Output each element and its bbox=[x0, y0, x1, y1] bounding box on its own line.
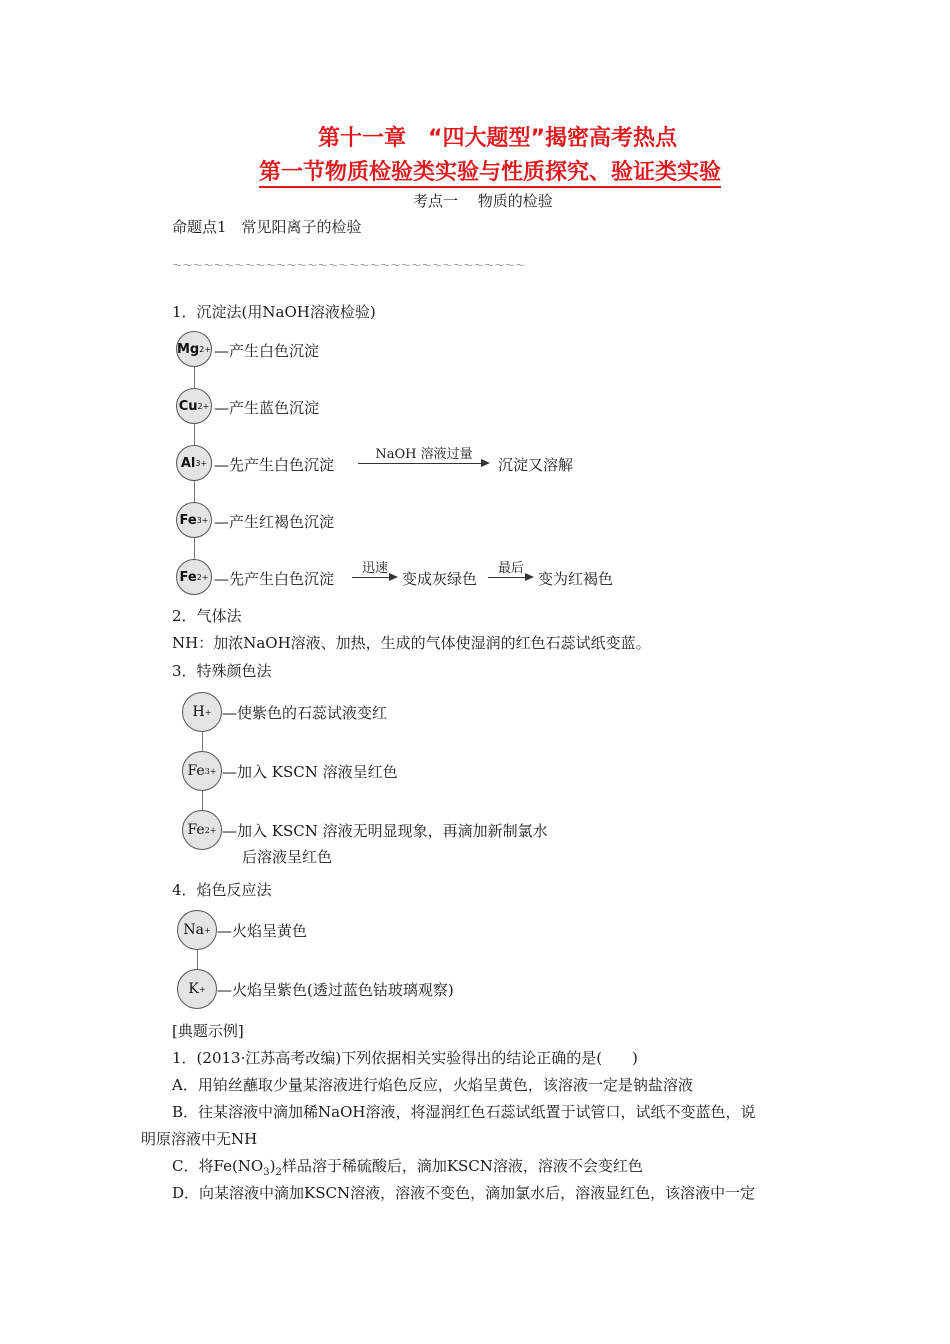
ion-description-continued: 后溶液呈红色 bbox=[242, 848, 333, 866]
section-title-text: 第一节物质检验类实验与性质探究、验证类实验 bbox=[259, 160, 721, 188]
option-d: D．向某溶液中滴加KSCN溶液，溶液不变色，滴加氯水后，溶液显红色，该溶液中一定 bbox=[172, 1184, 756, 1202]
ion-description: —产生蓝色沉淀 bbox=[214, 399, 320, 417]
ion-circle: H + bbox=[182, 692, 222, 732]
ion-circle: Al 3+ bbox=[176, 445, 212, 481]
ion-circle: Cu 2+ bbox=[176, 388, 212, 424]
arrow-head-icon bbox=[481, 459, 490, 467]
option-b-continued: 明原溶液中无NH bbox=[141, 1130, 258, 1148]
ion-description: —产生白色沉淀 bbox=[214, 342, 320, 360]
ion-description: —先产生白色沉淀 bbox=[214, 570, 335, 588]
part4-heading: 4．焰色反应法 bbox=[172, 881, 272, 899]
example-label: [典题示例] bbox=[172, 1022, 244, 1040]
topic-heading: 考点一 物质的检验 bbox=[413, 192, 553, 210]
reaction-result: 变为红褐色 bbox=[538, 570, 614, 588]
part2-text: NH：加浓NaOH溶液、加热，生成的气体使湿润的红色石蕊试纸变蓝。 bbox=[172, 634, 651, 652]
option-a: A．用铂丝蘸取少量某溶液进行焰色反应，火焰呈黄色，该溶液一定是钠盐溶液 bbox=[172, 1076, 693, 1094]
section-title bbox=[0, 155, 950, 186]
reaction-result: 变成灰绿色 bbox=[402, 570, 478, 588]
ion-description: —使紫色的石蕊试液变红 bbox=[222, 704, 388, 722]
arrow-condition: NaOH 溶液过量 bbox=[375, 447, 473, 462]
arrow-condition: 迅速 bbox=[361, 561, 388, 576]
ion-description: —产生红褐色沉淀 bbox=[214, 513, 335, 531]
part1-heading: 1．沉淀法(用NaOH溶液检验) bbox=[172, 303, 376, 321]
part2-heading: 2．气体法 bbox=[172, 607, 242, 625]
arrow-head-icon bbox=[389, 573, 398, 581]
ion-circle: K + bbox=[177, 969, 217, 1009]
ion-circle: Na + bbox=[177, 910, 217, 950]
question-stem: 1．(2013·江苏高考改编)下列依据相关实验得出的结论正确的是( ) bbox=[172, 1049, 638, 1067]
ion-description: —加入 KSCN 溶液呈红色 bbox=[222, 763, 398, 781]
ion-circle: Fe 2+ bbox=[176, 559, 212, 595]
option-c: C．将$Fe(NO_3)_2$样品溶于稀硫酸后，滴加KSCN溶液，溶液不会变红色 bbox=[172, 1157, 643, 1178]
ion-description: —加入 KSCN 溶液无明显现象，再滴加新制氯水 bbox=[222, 822, 548, 840]
arrow-condition: 最后 bbox=[497, 561, 524, 576]
ion-circle: Fe 3+ bbox=[182, 751, 222, 791]
ion-description: —火焰呈黄色 bbox=[217, 922, 308, 940]
ion-circle: Mg 2+ bbox=[176, 331, 212, 367]
arrow-head-icon bbox=[525, 573, 534, 581]
part3-heading: 3．特殊颜色法 bbox=[172, 662, 272, 680]
ion-circle: Fe 3+ bbox=[176, 502, 212, 538]
option-b: B．往某溶液中滴加稀NaOH溶液，将湿润红色石蕊试纸置于试管口，试纸不变蓝色，说 bbox=[172, 1103, 756, 1121]
subtopic-heading: 命题点1 常见阳离子的检验 bbox=[172, 218, 362, 236]
ion-circle: Fe 2+ bbox=[182, 810, 222, 850]
reaction-result: 沉淀又溶解 bbox=[498, 456, 574, 474]
chapter-title: 第十一章 “四大题型”揭密高考热点 bbox=[318, 126, 677, 151]
ion-description: —先产生白色沉淀 bbox=[214, 456, 335, 474]
ion-description: —火焰呈紫色(透过蓝色钴玻璃观察) bbox=[217, 981, 454, 999]
wavy-divider: ～～～～～～～～～～～～～～～～～～～～～～～～～～～～～～～～～～ bbox=[172, 261, 526, 267]
